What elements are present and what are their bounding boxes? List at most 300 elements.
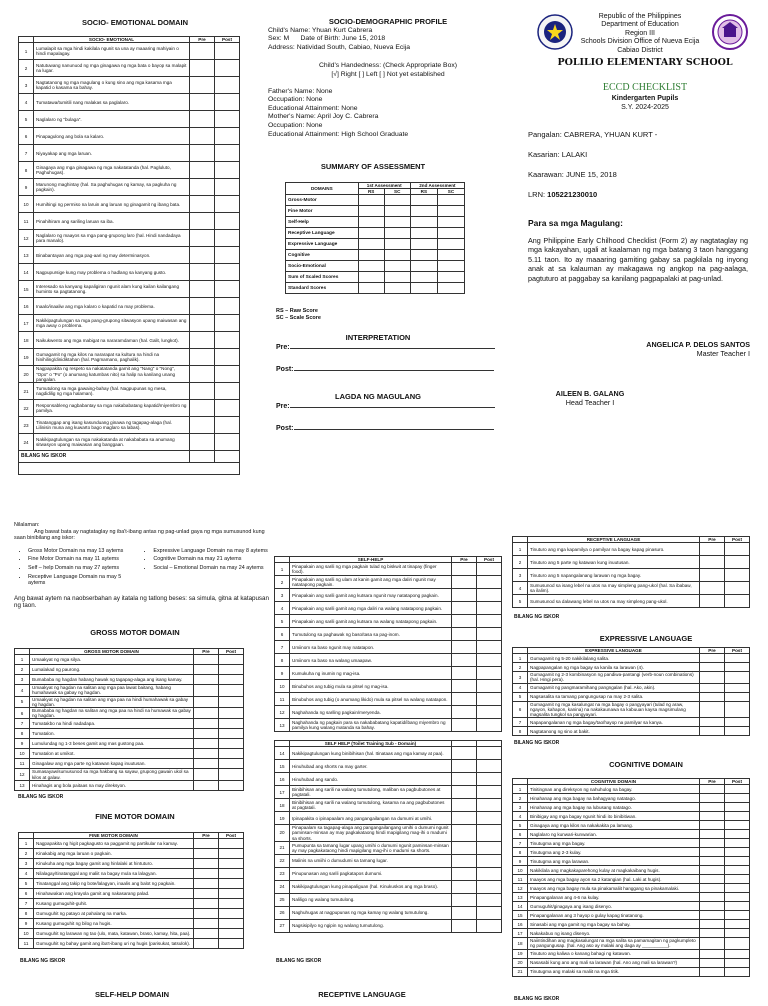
summary-score-cell[interactable] (437, 195, 464, 206)
post-score-cell[interactable] (725, 654, 750, 663)
post-score-cell[interactable] (725, 812, 750, 821)
post-score-cell[interactable] (219, 739, 244, 749)
post-score-cell[interactable] (219, 696, 244, 707)
pre-score-cell[interactable] (194, 899, 219, 909)
post-score-cell[interactable] (725, 929, 750, 938)
pre-score-cell[interactable] (190, 162, 215, 179)
post-score-cell[interactable] (477, 799, 502, 812)
post-score-cell[interactable] (219, 719, 244, 729)
pre-score-cell[interactable] (194, 696, 219, 707)
post-score-cell[interactable] (215, 315, 240, 332)
summary-row (286, 272, 465, 283)
pre-score-cell[interactable] (700, 803, 725, 812)
post-score-cell[interactable] (215, 128, 240, 145)
post-score-cell[interactable] (219, 839, 244, 849)
item-description: Malinis na umiihi o dumudumi sa tamang lugar. (290, 854, 452, 867)
pre-score-cell[interactable] (194, 685, 219, 696)
post-score-cell[interactable] (725, 727, 750, 736)
pre-score-cell[interactable] (190, 417, 215, 434)
post-score-cell[interactable] (725, 938, 750, 949)
pre-score-cell[interactable] (700, 920, 725, 929)
checklist-row (513, 663, 750, 672)
summary-score-cell[interactable] (358, 261, 384, 272)
pre-score-cell[interactable] (700, 654, 725, 663)
post-score-cell[interactable] (215, 60, 240, 77)
checklist-row (19, 839, 244, 849)
pre-score-cell[interactable] (194, 739, 219, 749)
summary-score-cell[interactable] (358, 283, 384, 294)
post-score-cell[interactable] (215, 417, 240, 434)
post-score-cell[interactable] (219, 919, 244, 929)
pre-score-cell[interactable] (452, 893, 477, 906)
contents-outro: Ang bawat aytem na naobserbahan ay itatala ng tatlong beses: sa simula, gitna at katapusan ng taon. (14, 594, 269, 610)
pupil-info (528, 125, 657, 205)
post-score-cell[interactable] (215, 264, 240, 281)
pre-score-cell[interactable] (700, 875, 725, 884)
pre-score-cell[interactable] (700, 857, 725, 866)
item-number: 20 (513, 958, 528, 967)
pre-score-cell[interactable] (700, 848, 725, 857)
item-description: Umaakyat ng hagdan na salitan ang mga paa na hindi humahawak sa gabay ng hagdan. (30, 696, 194, 707)
post-score-cell[interactable] (215, 145, 240, 162)
pre-score-cell[interactable] (700, 812, 725, 821)
summary-score-cell[interactable] (358, 239, 384, 250)
col-post: Post (725, 779, 750, 785)
post-score-cell[interactable] (725, 830, 750, 839)
summary-score-cell[interactable] (410, 206, 437, 217)
post-score-cell[interactable] (219, 655, 244, 665)
pre-score-cell[interactable] (452, 760, 477, 773)
item-number: 8 (19, 162, 34, 179)
pre-score-cell[interactable] (452, 906, 477, 919)
pre-score-cell[interactable] (700, 929, 725, 938)
post-score-cell[interactable] (725, 839, 750, 848)
checklist-row (19, 298, 240, 315)
post-score-cell[interactable] (219, 939, 244, 949)
summary-score-cell[interactable] (410, 228, 437, 239)
post-score-cell[interactable] (725, 569, 750, 582)
post-score-cell[interactable] (215, 298, 240, 315)
pre-score-cell[interactable] (452, 799, 477, 812)
demographic-heading: SOCIO-DEMOGRAPHIC PROFILE (328, 17, 448, 26)
item-description: Inaalo/inaaliw ang mga kalaro o kapatid na may problema. (34, 298, 190, 315)
sc: SC (384, 189, 410, 195)
pre-score-cell[interactable] (452, 615, 477, 628)
summary-score-cell[interactable] (384, 261, 410, 272)
checklist-row (513, 938, 750, 949)
post-score-cell[interactable] (477, 719, 502, 732)
post-score-cell[interactable] (477, 747, 502, 760)
col-pre: Pre (194, 649, 219, 655)
post-score-cell[interactable] (725, 663, 750, 672)
post-score-cell[interactable] (725, 543, 750, 556)
pre-score-cell[interactable] (700, 911, 725, 920)
pre-score-cell[interactable] (452, 773, 477, 786)
item-number: 3 (15, 675, 30, 685)
post-score-cell[interactable] (219, 685, 244, 696)
pre-score-cell[interactable] (700, 556, 725, 569)
pre-score-cell[interactable] (190, 196, 215, 213)
summary-score-cell[interactable] (410, 217, 437, 228)
summary-score-cell[interactable] (384, 217, 410, 228)
post-score-cell[interactable] (219, 899, 244, 909)
summary-score-cell[interactable] (410, 272, 437, 283)
post-score-cell[interactable] (477, 825, 502, 842)
receptive-heading-bottom: RECEPTIVE LANGUAGE (318, 990, 406, 999)
post-score-cell[interactable] (219, 769, 244, 780)
pre-score-cell[interactable] (194, 849, 219, 859)
summary-score-cell[interactable] (358, 206, 384, 217)
summary-score-cell[interactable] (437, 261, 464, 272)
pre-score-cell[interactable] (194, 869, 219, 879)
pre-score-cell[interactable] (194, 719, 219, 729)
pre-score-cell[interactable] (700, 718, 725, 727)
post-score-cell[interactable] (477, 706, 502, 719)
pre-score-cell[interactable] (700, 543, 725, 556)
item-number: 20 (275, 825, 290, 842)
summary-score-cell[interactable] (384, 250, 410, 261)
pre-score-cell[interactable] (700, 692, 725, 701)
post-score-cell[interactable] (477, 760, 502, 773)
post-score-cell[interactable] (725, 920, 750, 929)
item-description: Nasasabi kung ano ang mali sa larawan (hal. Ano ang mali sa larawan?) (528, 958, 700, 967)
pre-score-cell[interactable] (190, 77, 215, 94)
pre-score-cell[interactable] (194, 909, 219, 919)
pre-score-cell[interactable] (452, 919, 477, 932)
pre-score-cell[interactable] (452, 867, 477, 880)
pre-score-cell[interactable] (452, 628, 477, 641)
pre-score-cell[interactable] (700, 884, 725, 893)
checklist-row (19, 383, 240, 400)
pre-score-cell[interactable] (700, 727, 725, 736)
item-description: Pinapakain ang sarili ng ulam at kanin gamit ang mga daliri ngunit may natatapong pagkain. (290, 576, 452, 589)
pre-score-cell[interactable] (190, 315, 215, 332)
checklist-row (15, 780, 244, 790)
post-score-cell[interactable] (477, 893, 502, 906)
pre-score-cell[interactable] (190, 213, 215, 230)
pre-score-cell[interactable] (700, 967, 725, 976)
pre-score-cell[interactable] (190, 230, 215, 247)
pre-score-cell[interactable] (194, 879, 219, 889)
pre-score-cell[interactable] (452, 719, 477, 732)
pre-score-cell[interactable] (452, 706, 477, 719)
pre-score-cell[interactable] (190, 281, 215, 298)
post-score-cell[interactable] (725, 803, 750, 812)
item-description: Pinapakain ang sarili ng mga pagkain tulad ng biskwit at tinapay (finger food). (290, 563, 452, 576)
post-score-cell[interactable] (477, 641, 502, 654)
summary-score-cell[interactable] (410, 239, 437, 250)
pre-score-cell[interactable] (700, 958, 725, 967)
post-score-cell[interactable] (215, 366, 240, 383)
post-score-cell[interactable] (219, 759, 244, 769)
post-score-cell[interactable] (219, 929, 244, 939)
post-score-cell[interactable] (477, 786, 502, 799)
post-score-cell[interactable] (725, 692, 750, 701)
summary-score-cell[interactable] (437, 206, 464, 217)
post-score-cell[interactable] (215, 281, 240, 298)
post-score-cell[interactable] (477, 576, 502, 589)
item-description: Niyayakap ang mga laruan. (34, 145, 190, 162)
pre-score-cell[interactable] (700, 785, 725, 794)
summary-score-cell[interactable] (410, 250, 437, 261)
pre-score-cell[interactable] (700, 830, 725, 839)
checklist-row (15, 675, 244, 685)
summary-score-cell[interactable] (358, 217, 384, 228)
pre-score-cell[interactable] (194, 759, 219, 769)
pre-score-cell[interactable] (194, 675, 219, 685)
pre-score-cell[interactable] (190, 264, 215, 281)
pre-score-cell[interactable] (700, 866, 725, 875)
post-score-cell[interactable] (215, 213, 240, 230)
post-score-cell[interactable] (477, 680, 502, 693)
pre-score-cell[interactable] (452, 747, 477, 760)
pre-score-cell[interactable] (700, 949, 725, 958)
summary-score-cell[interactable] (358, 272, 384, 283)
post-score-cell[interactable] (477, 667, 502, 680)
pre-score-cell[interactable] (700, 821, 725, 830)
post-score-cell[interactable] (477, 602, 502, 615)
post-score-cell[interactable] (215, 451, 240, 463)
post-score-cell[interactable] (477, 654, 502, 667)
col-pre: Pre (700, 779, 725, 785)
pre-score-cell[interactable] (194, 708, 219, 719)
item-number: 13 (513, 893, 528, 902)
post-score-cell[interactable] (725, 866, 750, 875)
post-score-cell[interactable] (725, 785, 750, 794)
post-score-cell[interactable] (477, 841, 502, 854)
post-score-cell[interactable] (725, 672, 750, 683)
post-score-cell[interactable] (215, 196, 240, 213)
post-score-cell[interactable] (219, 729, 244, 739)
pre-score-cell[interactable] (194, 769, 219, 780)
pre-score-cell[interactable] (700, 672, 725, 683)
pre-score-cell[interactable] (700, 582, 725, 595)
pre-score-cell[interactable] (452, 589, 477, 602)
pre-score-cell[interactable] (452, 825, 477, 842)
pre-score-cell[interactable] (700, 663, 725, 672)
pre-score-cell[interactable] (190, 94, 215, 111)
pre-score-cell[interactable] (700, 893, 725, 902)
post-score-cell[interactable] (219, 849, 244, 859)
pre-score-cell[interactable] (194, 655, 219, 665)
post-score-cell[interactable] (215, 230, 240, 247)
item-description: Sumusunod sa dalawang lebel na utos na may simpleng pang-ukol. (528, 595, 700, 608)
post-score-cell[interactable] (725, 701, 750, 718)
post-score-cell[interactable] (215, 77, 240, 94)
post-score-cell[interactable] (215, 43, 240, 60)
post-score-cell[interactable] (477, 628, 502, 641)
pre-score-cell[interactable] (700, 701, 725, 718)
contents-list-item: • Self – help Domain na may 27 aytems (28, 565, 139, 572)
post-score-cell[interactable] (477, 919, 502, 932)
pre-score-cell[interactable] (452, 654, 477, 667)
pre-score-cell[interactable] (452, 854, 477, 867)
post-score-cell[interactable] (725, 949, 750, 958)
summary-score-cell[interactable] (384, 195, 410, 206)
pre-score-cell[interactable] (452, 841, 477, 854)
summary-score-cell[interactable] (437, 239, 464, 250)
post-score-cell[interactable] (215, 94, 240, 111)
checklist-row (275, 867, 502, 880)
item-number: 21 (513, 967, 528, 976)
pre-score-cell[interactable] (190, 111, 215, 128)
pre-score-cell[interactable] (190, 247, 215, 264)
post-score-cell[interactable] (477, 773, 502, 786)
pre-score-cell[interactable] (194, 929, 219, 939)
post-score-cell[interactable] (477, 563, 502, 576)
post-score-cell[interactable] (477, 615, 502, 628)
pre-score-cell[interactable] (452, 641, 477, 654)
post-score-cell[interactable] (215, 332, 240, 349)
post-score-cell[interactable] (219, 869, 244, 879)
summary-score-cell[interactable] (358, 195, 384, 206)
summary-score-cell[interactable] (410, 195, 437, 206)
checklist-row (513, 866, 750, 875)
post-score-cell[interactable] (725, 595, 750, 608)
pre-score-cell[interactable] (190, 349, 215, 366)
item-description: Naglalaro ng kunwari-kunwarian. (528, 830, 700, 839)
post-score-cell[interactable] (725, 958, 750, 967)
pre-score-cell[interactable] (190, 383, 215, 400)
post-score-cell[interactable] (477, 589, 502, 602)
pre-score-cell[interactable] (700, 569, 725, 582)
pre-score-cell[interactable] (700, 794, 725, 803)
post-score-cell[interactable] (215, 179, 240, 196)
table-title: COGNITIVE DOMAIN (528, 779, 700, 785)
post-score-cell[interactable] (725, 967, 750, 976)
pre-score-cell[interactable] (452, 812, 477, 825)
post-score-cell[interactable] (219, 780, 244, 790)
post-score-cell[interactable] (219, 879, 244, 889)
item-description: Pinapakain ang sarili gamit ang kutsara na walang natatapong pagkain. (290, 615, 452, 628)
post-score-cell[interactable] (215, 400, 240, 417)
pre-score-cell[interactable] (452, 563, 477, 576)
pre-score-cell[interactable] (452, 880, 477, 893)
pre-score-cell[interactable] (190, 43, 215, 60)
pre-score-cell[interactable] (194, 839, 219, 849)
post-score-cell[interactable] (725, 857, 750, 866)
checklist-row (15, 739, 244, 749)
deped-header (560, 13, 720, 55)
post-score-cell[interactable] (219, 675, 244, 685)
pre-score-cell[interactable] (700, 902, 725, 911)
post-score-cell[interactable] (477, 854, 502, 867)
pre-score-cell[interactable] (194, 889, 219, 899)
post-score-cell[interactable] (725, 848, 750, 857)
pre-score-cell[interactable] (190, 332, 215, 349)
post-score-cell[interactable] (477, 812, 502, 825)
pre-score-cell[interactable] (452, 693, 477, 706)
pre-score-cell[interactable] (190, 400, 215, 417)
summary-score-cell[interactable] (384, 228, 410, 239)
summary-score-cell[interactable] (410, 261, 437, 272)
pre-score-cell[interactable] (700, 595, 725, 608)
post-score-cell[interactable] (477, 906, 502, 919)
pre-score-cell[interactable] (194, 919, 219, 929)
pre-score-cell[interactable] (190, 60, 215, 77)
post-score-cell[interactable] (477, 693, 502, 706)
pre-score-cell[interactable] (190, 179, 215, 196)
post-score-cell[interactable] (725, 893, 750, 902)
post-score-cell[interactable] (215, 383, 240, 400)
post-score-cell[interactable] (725, 911, 750, 920)
pre-score-cell[interactable] (194, 665, 219, 675)
post-score-cell[interactable] (725, 718, 750, 727)
pre-score-cell[interactable] (194, 859, 219, 869)
pre-score-cell[interactable] (194, 939, 219, 949)
post-score-cell[interactable] (725, 821, 750, 830)
expressive-heading: EXPRESSIVE LANGUAGE (599, 634, 693, 643)
pre-score-cell[interactable] (190, 366, 215, 383)
summary-score-cell[interactable] (410, 283, 437, 294)
pre-score-cell[interactable] (190, 145, 215, 162)
post-score-cell[interactable] (725, 902, 750, 911)
checklist-row (19, 859, 244, 869)
pre-score-cell[interactable] (700, 839, 725, 848)
post-score-cell[interactable] (215, 349, 240, 366)
summary-score-cell[interactable] (384, 283, 410, 294)
checklist-row (19, 213, 240, 230)
pre-score-cell[interactable] (190, 298, 215, 315)
summary-score-cell[interactable] (437, 228, 464, 239)
address: Address: Natividad South, Cabiao, Nueva Ecija (268, 43, 411, 51)
post-score-cell[interactable] (725, 556, 750, 569)
post-score-cell[interactable] (215, 162, 240, 179)
post-score-cell[interactable] (219, 708, 244, 719)
pre-score-cell[interactable] (452, 786, 477, 799)
summary-score-cell[interactable] (437, 283, 464, 294)
post-score-cell[interactable] (215, 247, 240, 264)
summary-score-cell[interactable] (358, 250, 384, 261)
pre-score-cell[interactable] (452, 680, 477, 693)
post-score-cell[interactable] (725, 683, 750, 692)
pre-score-cell[interactable] (194, 729, 219, 739)
pre-score-cell[interactable] (194, 780, 219, 790)
pre-score-cell[interactable] (190, 434, 215, 451)
summary-score-cell[interactable] (437, 250, 464, 261)
item-description: Pumupunta sa tamang lugar upang umihi o dumumi ngunit paminsan-minsan ay may pagkakataong hindi mapigilang mag-ihi o madumi sa shorts. (290, 841, 452, 854)
pre-score-cell[interactable] (190, 451, 215, 463)
post-score-cell[interactable] (725, 794, 750, 803)
post-score-cell[interactable] (725, 875, 750, 884)
post-score-cell[interactable] (219, 665, 244, 675)
summary-score-cell[interactable] (437, 272, 464, 283)
post-score-cell[interactable] (477, 880, 502, 893)
pre-score-cell[interactable] (194, 749, 219, 759)
post-score-cell[interactable] (215, 111, 240, 128)
pre-score-cell[interactable] (452, 667, 477, 680)
summary-score-cell[interactable] (384, 206, 410, 217)
summary-score-cell[interactable] (384, 272, 410, 283)
post-score-cell[interactable] (219, 889, 244, 899)
post-score-cell[interactable] (219, 749, 244, 759)
summary-score-cell[interactable] (384, 239, 410, 250)
pre-score-cell[interactable] (452, 576, 477, 589)
post-score-cell[interactable] (219, 859, 244, 869)
pre-score-cell[interactable] (700, 938, 725, 949)
post-score-cell[interactable] (725, 582, 750, 595)
item-number: 10 (275, 680, 290, 693)
post-score-cell[interactable] (477, 867, 502, 880)
pre-score-cell[interactable] (700, 683, 725, 692)
post-score-cell[interactable] (219, 909, 244, 919)
post-score-cell[interactable] (725, 884, 750, 893)
pre-score-cell[interactable] (190, 128, 215, 145)
post-score-cell[interactable] (215, 434, 240, 451)
summary-score-cell[interactable] (358, 228, 384, 239)
pre-score-cell[interactable] (452, 602, 477, 615)
summary-score-cell[interactable] (437, 217, 464, 228)
